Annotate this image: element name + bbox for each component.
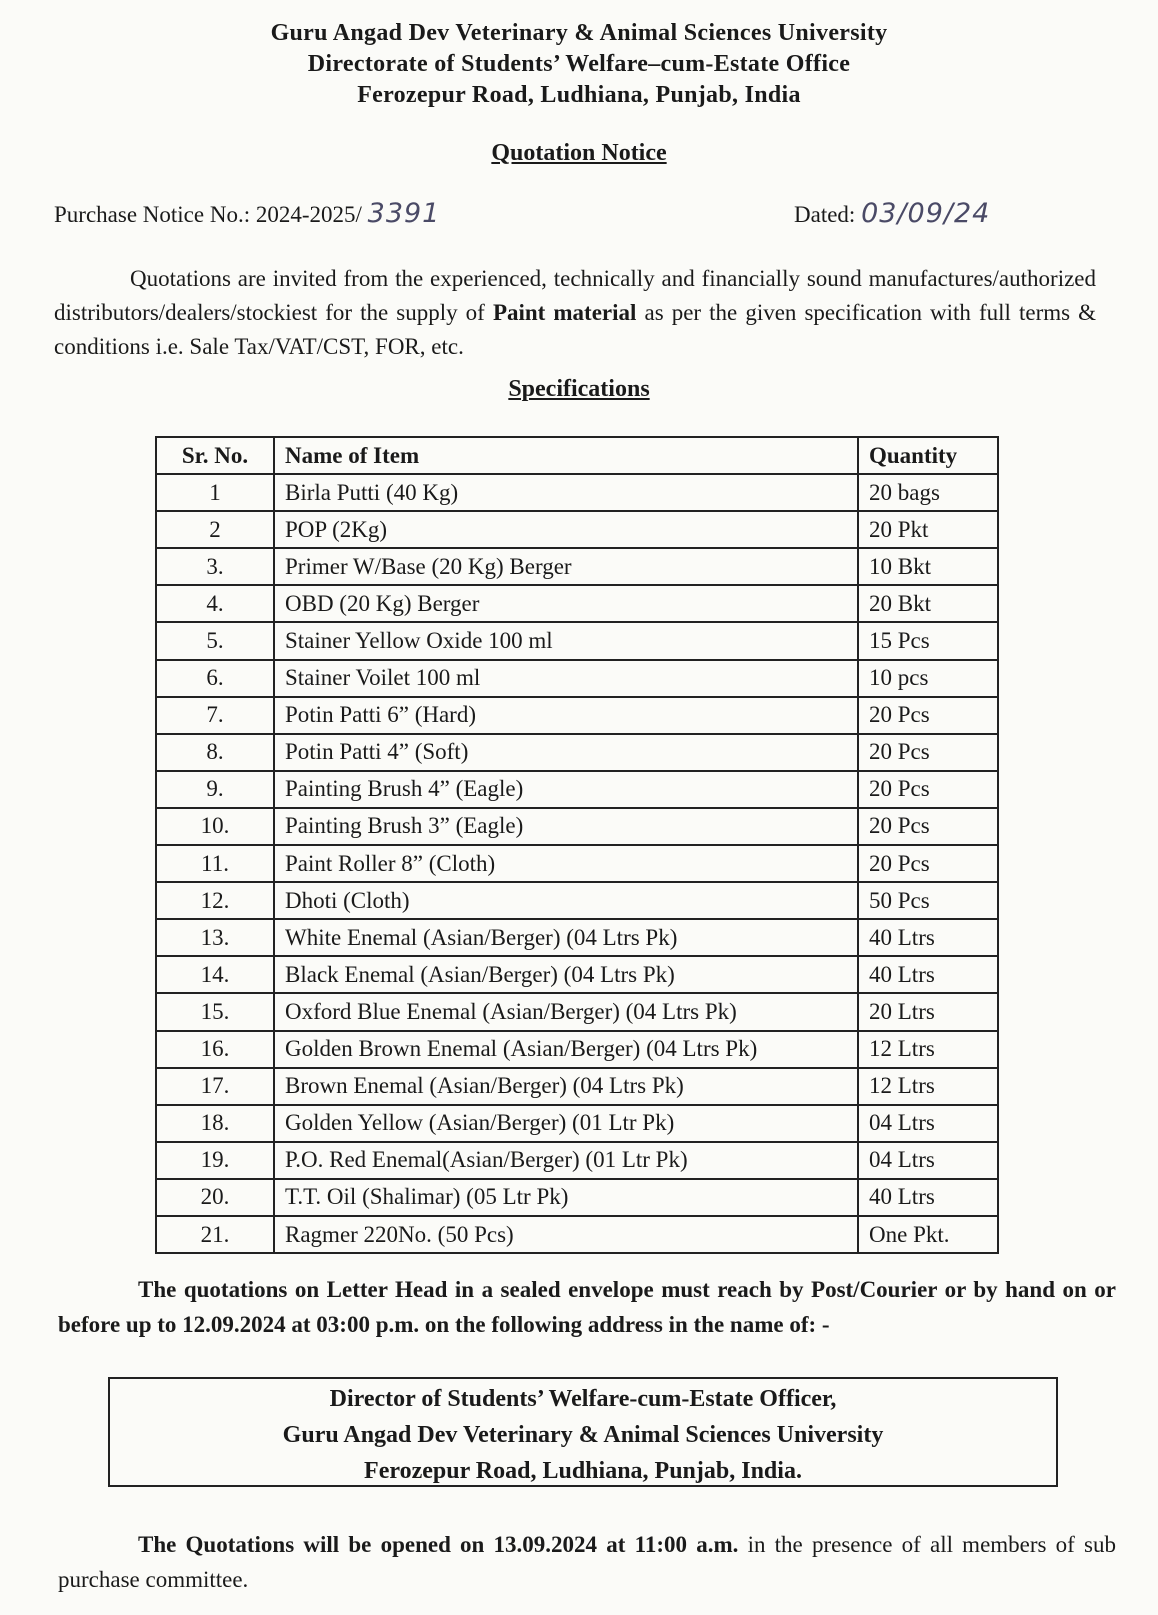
intro-paragraph xyxy=(54,262,1096,364)
opening-notice-rest: in the presence of all members of sub purchase committee. xyxy=(58,1532,1116,1592)
item-name-cell: Stainer Yellow Oxide 100 ml xyxy=(274,622,858,659)
item-name-cell: Black Enemal (Asian/Berger) (04 Ltrs Pk) xyxy=(274,956,858,993)
purchase-notice-number xyxy=(54,198,440,229)
quantity-cell: 40 Ltrs xyxy=(858,956,998,993)
table-row xyxy=(156,993,998,1030)
table-row xyxy=(156,660,998,697)
table-header-row xyxy=(156,437,998,474)
table-row xyxy=(156,1105,998,1142)
quantity-cell: 20 Pcs xyxy=(858,845,998,882)
table-row xyxy=(156,1142,998,1179)
table-row xyxy=(156,882,998,919)
item-name-cell: Oxford Blue Enemal (Asian/Berger) (04 Ltrs Pk) xyxy=(274,993,858,1030)
address-line-2: Guru Angad Dev Veterinary & Animal Sciences University xyxy=(282,1422,884,1448)
quantity-cell: 20 Pcs xyxy=(858,697,998,734)
quantity-cell: 20 Pcs xyxy=(858,771,998,808)
sr-no-cell: 13. xyxy=(156,919,274,956)
item-name-cell: OBD (20 Kg) Berger xyxy=(274,585,858,622)
item-name-cell: Potin Patti 4” (Soft) xyxy=(274,734,858,771)
column-header-item-name: Name of Item xyxy=(274,437,858,474)
sr-no-cell: 17. xyxy=(156,1068,274,1105)
item-name-cell: Stainer Voilet 100 ml xyxy=(274,660,858,697)
sr-no-cell: 2 xyxy=(156,511,274,548)
intro-bold-item: Paint material xyxy=(492,300,637,325)
quantity-cell: 15 Pcs xyxy=(858,622,998,659)
item-name-cell: Paint Roller 8” (Cloth) xyxy=(274,845,858,882)
opening-notice-bold: The Quotations will be opened on 13.09.2024 at 11:00 a.m. xyxy=(138,1532,739,1557)
table-row xyxy=(156,1031,998,1068)
item-name-cell: Painting Brush 4” (Eagle) xyxy=(274,771,858,808)
office-address: Ferozepur Road, Ludhiana, Punjab, India xyxy=(357,82,801,108)
sr-no-cell: 16. xyxy=(156,1031,274,1068)
column-header-quantity: Quantity xyxy=(858,437,998,474)
university-name: Guru Angad Dev Veterinary & Animal Sciences University xyxy=(270,20,888,46)
item-name-cell: Golden Brown Enemal (Asian/Berger) (04 Ltrs Pk) xyxy=(274,1031,858,1068)
address-line-3: Ferozepur Road, Ludhiana, Punjab, India. xyxy=(364,1458,802,1484)
item-name-cell: Golden Yellow (Asian/Berger) (01 Ltr Pk) xyxy=(274,1105,858,1142)
table-row xyxy=(156,771,998,808)
sr-no-cell: 4. xyxy=(156,585,274,622)
item-name-cell: Dhoti (Cloth) xyxy=(274,882,858,919)
sr-no-cell: 6. xyxy=(156,660,274,697)
address-box xyxy=(108,1377,1058,1487)
table-row xyxy=(156,1068,998,1105)
quantity-cell: 20 Pcs xyxy=(858,808,998,845)
table-row xyxy=(156,585,998,622)
table-row xyxy=(156,548,998,585)
intro-text-end: as per the given specification with full terms & conditions i.e. Sale Tax/VAT/CST, FOR, etc. xyxy=(54,300,1097,359)
column-header-sr-no: Sr. No. xyxy=(156,437,274,474)
sr-no-cell: 19. xyxy=(156,1142,274,1179)
quantity-cell: 20 Pcs xyxy=(858,734,998,771)
opening-notice xyxy=(58,1527,1116,1597)
notice-title xyxy=(0,140,1158,167)
quantity-cell: 10 Bkt xyxy=(858,548,998,585)
quantity-cell: 20 Ltrs xyxy=(858,993,998,1030)
intro-text-start: Quotations are invited from the experienced, technically and financially sound manufactures/authorized distributors/dealers/stockiest for the supply of xyxy=(54,266,1096,325)
quantity-cell: One Pkt. xyxy=(858,1216,998,1253)
item-name-cell: Ragmer 220No. (50 Pcs) xyxy=(274,1216,858,1253)
quantity-cell: 12 Ltrs xyxy=(858,1031,998,1068)
item-name-cell: T.T. Oil (Shalimar) (05 Ltr Pk) xyxy=(274,1179,858,1216)
table-row xyxy=(156,622,998,659)
dated-handwritten-value: 03/09/24 xyxy=(861,198,991,229)
table-row xyxy=(156,511,998,548)
quantity-cell: 40 Ltrs xyxy=(858,1179,998,1216)
table-row xyxy=(156,919,998,956)
table-row xyxy=(156,1216,998,1253)
item-name-cell: Birla Putti (40 Kg) xyxy=(274,474,858,511)
dated-label: Dated: xyxy=(794,202,856,227)
item-name-cell: Primer W/Base (20 Kg) Berger xyxy=(274,548,858,585)
sr-no-cell: 11. xyxy=(156,845,274,882)
item-name-cell: P.O. Red Enemal(Asian/Berger) (01 Ltr Pk) xyxy=(274,1142,858,1179)
specifications-table xyxy=(155,436,999,1254)
quantity-cell: 20 bags xyxy=(858,474,998,511)
quantity-cell: 20 Pkt xyxy=(858,511,998,548)
sr-no-cell: 5. xyxy=(156,622,274,659)
table-row xyxy=(156,808,998,845)
purchase-notice-label: Purchase Notice No.: 2024-2025/ xyxy=(54,202,362,227)
sr-no-cell: 3. xyxy=(156,548,274,585)
quantity-cell: 10 pcs xyxy=(858,660,998,697)
table-row xyxy=(156,956,998,993)
sr-no-cell: 7. xyxy=(156,697,274,734)
sr-no-cell: 12. xyxy=(156,882,274,919)
quantity-cell: 50 Pcs xyxy=(858,882,998,919)
sr-no-cell: 10. xyxy=(156,808,274,845)
submission-instructions: The quotations on Letter Head in a sealed envelope must reach by Post/Courier or by hand on or before up to 12.09.2024 at 03:00 p.m. on the following address in the name of: - xyxy=(58,1277,1116,1337)
sr-no-cell: 20. xyxy=(156,1179,274,1216)
table-row xyxy=(156,474,998,511)
quantity-cell: 12 Ltrs xyxy=(858,1068,998,1105)
item-name-cell: Painting Brush 3” (Eagle) xyxy=(274,808,858,845)
sr-no-cell: 18. xyxy=(156,1105,274,1142)
table-row xyxy=(156,845,998,882)
sr-no-cell: 9. xyxy=(156,771,274,808)
letterhead xyxy=(0,18,1158,111)
item-name-cell: POP (2Kg) xyxy=(274,511,858,548)
purchase-notice-handwritten-number: 3391 xyxy=(367,198,441,229)
table-row xyxy=(156,697,998,734)
sr-no-cell: 14. xyxy=(156,956,274,993)
specifications-title xyxy=(0,376,1158,403)
sr-no-cell: 1 xyxy=(156,474,274,511)
notice-title-text: Quotation Notice xyxy=(491,140,667,166)
address-line-1: Director of Students’ Welfare-cum-Estate Officer, xyxy=(329,1386,837,1412)
item-name-cell: Brown Enemal (Asian/Berger) (04 Ltrs Pk) xyxy=(274,1068,858,1105)
quantity-cell: 20 Bkt xyxy=(858,585,998,622)
notice-date xyxy=(794,198,990,229)
item-name-cell: Potin Patti 6” (Hard) xyxy=(274,697,858,734)
sr-no-cell: 8. xyxy=(156,734,274,771)
table-body xyxy=(156,474,998,1253)
table-row xyxy=(156,734,998,771)
quantity-cell: 40 Ltrs xyxy=(858,919,998,956)
table-row xyxy=(156,1179,998,1216)
office-name: Directorate of Students’ Welfare–cum-Estate Office xyxy=(307,51,851,77)
sr-no-cell: 21. xyxy=(156,1216,274,1253)
quantity-cell: 04 Ltrs xyxy=(858,1105,998,1142)
quantity-cell: 04 Ltrs xyxy=(858,1142,998,1179)
item-name-cell: White Enemal (Asian/Berger) (04 Ltrs Pk) xyxy=(274,919,858,956)
specifications-title-text: Specifications xyxy=(508,376,650,402)
sr-no-cell: 15. xyxy=(156,993,274,1030)
